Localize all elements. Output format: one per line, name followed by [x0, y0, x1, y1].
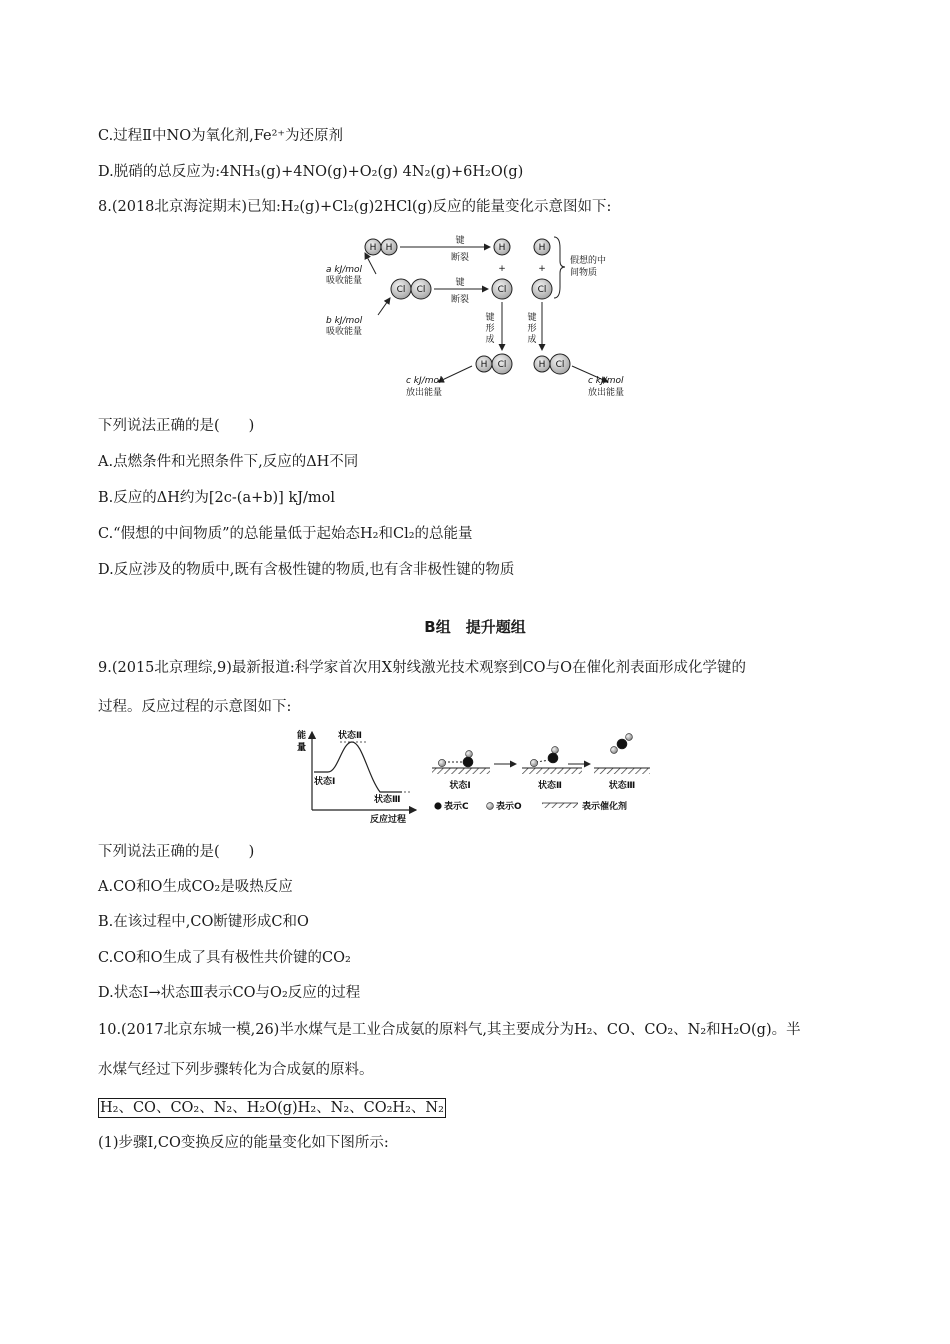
o-atom — [552, 747, 559, 754]
co-o-catalyst-diagram — [292, 728, 652, 824]
legend-catalyst-marker — [542, 803, 578, 808]
atom-label: H — [538, 360, 546, 370]
legend-o-label: 表示O — [496, 802, 522, 812]
energy-axis-label: 能 — [297, 731, 307, 741]
q8-option-b: B.反应的ΔH约为[2c-(a+b)] kJ/mol — [98, 490, 336, 506]
catalyst-surface — [432, 768, 490, 774]
q9-option-a: A.CO和O生成CO₂是吸热反应 — [98, 879, 293, 895]
q8-stem: 8.(2018北京海淀期末)已知:H₂(g)+Cl₂(g)2HCl(g)反应的能量变化示意图如下: — [98, 199, 612, 215]
o-atom — [626, 734, 633, 741]
q9-option-c: C.CO和O生成了具有极性共价键的CO₂ — [98, 950, 351, 966]
h2-cl2-energy-diagram — [320, 232, 650, 412]
q10-stem-line1: 10.(2017北京东城一模,26)半水煤气是工业合成氨的原料气,其主要成分为H₂、CO、CO₂、N₂和H₂O(g)。半 — [98, 1022, 801, 1038]
intermediate-brace — [554, 237, 565, 298]
state3-caption: 状态Ⅲ — [608, 781, 636, 791]
q10-stem-line2: 水煤气经过下列步骤转化为合成氨的原料。 — [98, 1062, 374, 1078]
c-atom — [617, 739, 627, 749]
legend-c-label: 表示C — [444, 802, 469, 812]
bond-break-label: 断裂 — [450, 253, 470, 263]
b-energy-label: b kJ/mol — [326, 316, 363, 326]
atom-label: H — [385, 243, 393, 253]
q9-option-b: B.在该过程中,CO断键形成C和O — [98, 914, 309, 930]
o-atom — [611, 747, 618, 754]
q7-option-d: D.脱硝的总反应为:4NH₃(g)+4NO(g)+O₂(g) 4N₂(g)+6H₂O(g) — [98, 164, 524, 180]
catalyst-surface — [522, 768, 582, 774]
atom-label: Cl — [555, 360, 565, 370]
atom-label: Cl — [396, 285, 406, 295]
q8-option-d: D.反应涉及的物质中,既有含极性键的物质,也有含非极性键的物质 — [98, 562, 515, 578]
legend-catalyst-label: 表示催化剂 — [582, 802, 628, 812]
bond-form-label: 成 — [485, 335, 495, 345]
q8-ask: 下列说法正确的是( ) — [98, 418, 255, 434]
c-energy-label: c kJ/mol — [588, 376, 624, 386]
state3-label: 状态Ⅲ — [374, 795, 401, 805]
atom-label: Cl — [537, 285, 547, 295]
bond-break-label: 键 — [455, 278, 465, 288]
o-atom — [466, 751, 473, 758]
reaction-process-label: 反应过程 — [370, 815, 407, 824]
legend-c-marker — [434, 802, 441, 809]
atom-label: Cl — [497, 285, 507, 295]
atom-label: Cl — [416, 285, 426, 295]
energy-axis-label: 量 — [297, 743, 307, 753]
q10-part1: (1)步骤Ⅰ,CO变换反应的能量变化如下图所示: — [98, 1135, 389, 1151]
a-absorb-pointer — [365, 253, 376, 274]
c-energy-label: c kJ/mol — [406, 376, 442, 386]
o-atom — [530, 759, 537, 766]
q10-conversion-box: H₂、CO、CO₂、N₂、H₂O(g)H₂、N₂、CO₂H₂、N₂ — [100, 1100, 444, 1116]
q9-option-d: D.状态Ⅰ→状态Ⅲ表示CO与O₂反应的过程 — [98, 985, 361, 1001]
plus-sign: + — [538, 264, 546, 274]
q8-option-a: A.点燃条件和光照条件下,反应的ΔH不同 — [98, 454, 359, 470]
c-release-arrow-left — [438, 366, 472, 382]
release-energy-label: 放出能量 — [406, 388, 443, 398]
absorb-energy-label: 吸收能量 — [326, 276, 363, 286]
bond-form-label: 形 — [485, 324, 495, 334]
atom-label: H — [538, 243, 546, 253]
release-energy-label: 放出能量 — [588, 388, 625, 398]
section-heading-b: B组 提升题组 — [424, 618, 526, 636]
atom-label: H — [369, 243, 377, 253]
c-atom — [463, 757, 473, 767]
q10-conversion-box-wrap — [98, 1098, 446, 1118]
atom-label: H — [480, 360, 488, 370]
legend-o-marker — [487, 803, 494, 810]
atom-label: Cl — [497, 360, 507, 370]
q9-stem-line2: 过程。反应过程的示意图如下: — [98, 699, 292, 715]
b-absorb-pointer — [378, 298, 390, 315]
o-atom — [438, 759, 445, 766]
bond-form-label: 形 — [527, 324, 537, 334]
c-atom — [548, 753, 558, 763]
bond-form-label: 键 — [527, 313, 537, 323]
intermediate-label: 假想的中 — [570, 256, 607, 266]
q8-option-c: C.“假想的中间物质”的总能量低于起始态H₂和Cl₂的总能量 — [98, 526, 473, 542]
state1-label: 状态Ⅰ — [314, 777, 336, 787]
atom-label: H — [498, 243, 506, 253]
bond-dash — [536, 760, 550, 762]
state2-label: 状态Ⅱ — [338, 731, 362, 741]
bond-break-label: 断裂 — [450, 295, 470, 305]
q9-stem-line1: 9.(2015北京理综,9)最新报道:科学家首次用X射线激光技术观察到CO与O在催化剂表面形成化学键的 — [98, 660, 746, 676]
absorb-energy-label: 吸收能量 — [326, 327, 363, 337]
state2-caption: 状态Ⅱ — [538, 781, 562, 791]
plus-sign: + — [498, 264, 506, 274]
bond-break-label: 键 — [455, 236, 465, 246]
a-energy-label: a kJ/mol — [326, 265, 363, 275]
bond-form-label: 成 — [527, 335, 537, 345]
bond-form-label: 键 — [485, 313, 495, 323]
q9-ask: 下列说法正确的是( ) — [98, 844, 255, 860]
state1-caption: 状态Ⅰ — [449, 781, 471, 791]
q7-option-c: C.过程Ⅱ中NO为氧化剂,Fe²⁺为还原剂 — [98, 128, 344, 144]
intermediate-label: 间物质 — [570, 268, 598, 278]
catalyst-surface — [594, 768, 650, 774]
